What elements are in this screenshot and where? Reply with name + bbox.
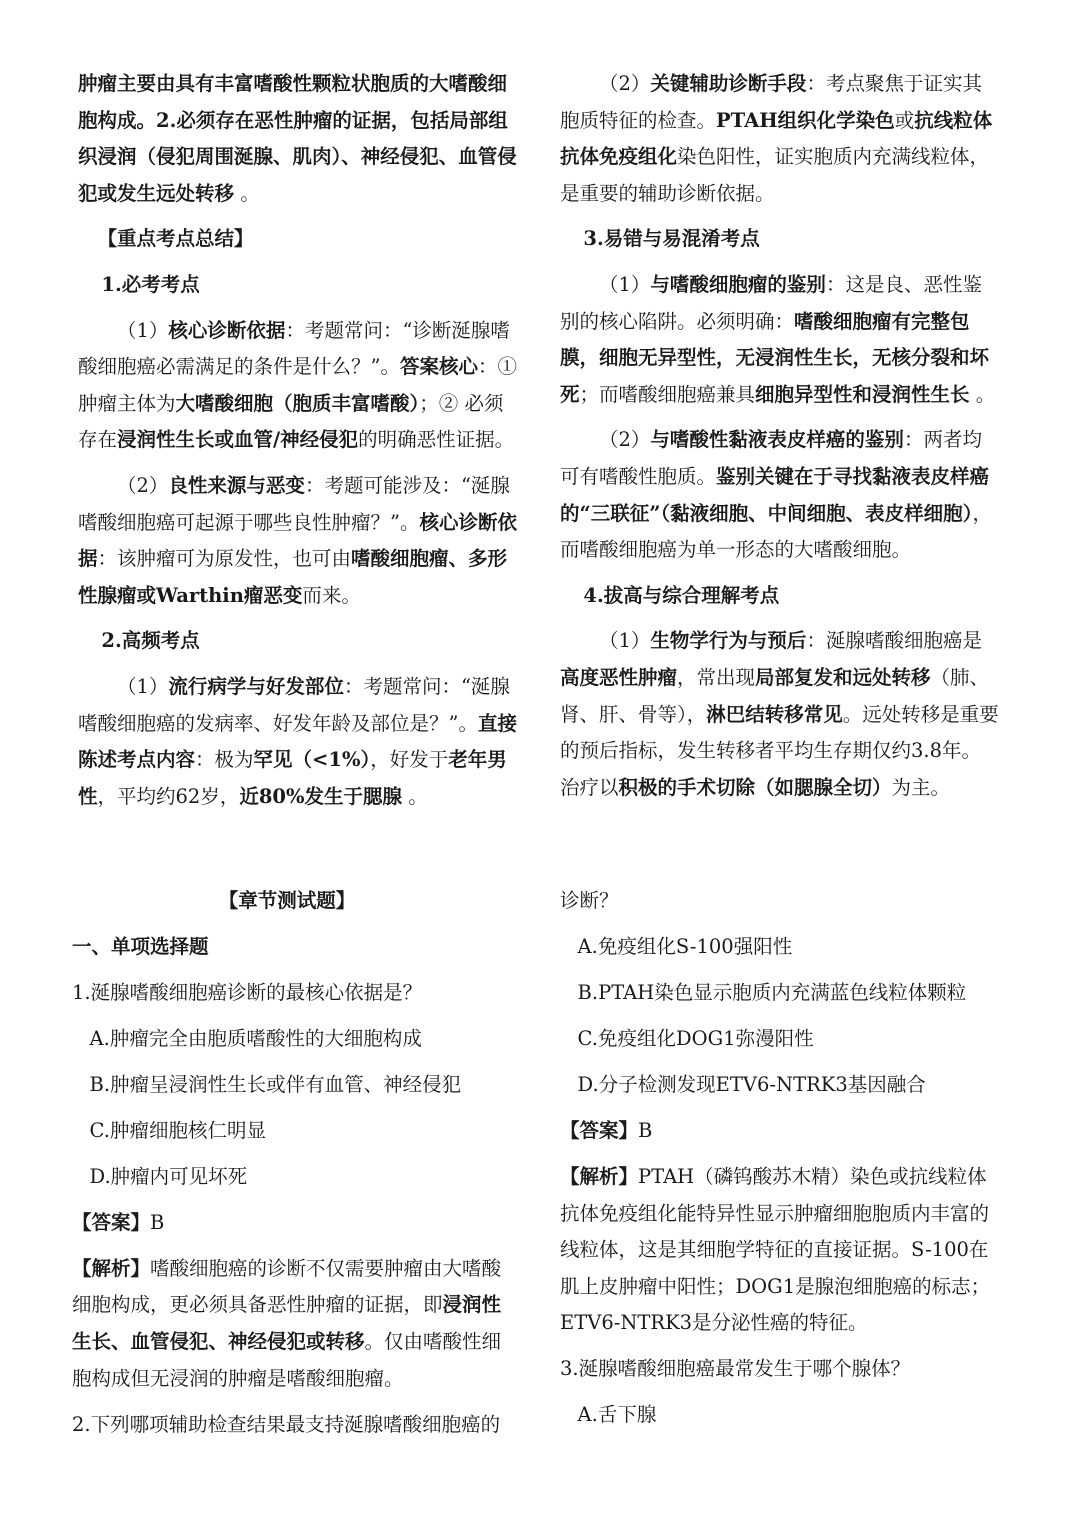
q2-option-b: B.PTAH染色显示胞质内充满蓝色线粒体颗粒 (577, 980, 967, 1004)
paragraph-prognosis: （1）生物学行为与预后：涎腺嗜酸细胞癌是高度恶性肿瘤，常出现局部复发和远处转移（肺、肾、肝、骨等），淋巴结转移常见。远处转移是重要的预后指标，发生转移者平均生存期仅约3.8年。治疗以积极的手术切除（如腮腺全切）为主。 (560, 629, 999, 799)
q1-option-b: B.肿瘤呈浸润性生长或伴有血管、神经侵犯 (89, 1072, 462, 1096)
heading-confusing-points: 3.易错与易混淆考点 (583, 227, 760, 251)
paragraph-benign-origin: （2）良性来源与恶变：考题可能涉及：“涎腺嗜酸细胞癌可起源于哪些良性肿瘤？”。核心诊断依据：该肿瘤可为原发性，也可由嗜酸细胞瘤、多形性腺瘤或Warthin瘤恶变而来。 (78, 473, 517, 607)
top-left-column (78, 66, 518, 815)
chapter-test-title: 【章节测试题】 (218, 889, 356, 912)
section-title-key-points: 【重点考点总结】 (97, 227, 254, 251)
q2-option-d: D.分子检测发现ETV6-NTRK3基因融合 (577, 1072, 926, 1096)
q1-answer: 【答案】B (72, 1210, 165, 1234)
question-2-start: 2.下列哪项辅助检查结果最支持涎腺嗜酸细胞癌的 (72, 1412, 501, 1436)
paragraph-auxiliary-diagnosis: （2）关键辅助诊断手段：考点聚焦于证实其胞质特征的检查。PTAH组织化学染色或抗线粒体抗体免疫组化染色阳性，证实胞质内充满线粒体，是重要的辅助诊断依据。 (560, 72, 993, 205)
single-choice-heading: 一、单项选择题 (72, 934, 209, 958)
heading-must-know: 1.必考考点 (101, 272, 200, 296)
question-3: 3.涎腺嗜酸细胞癌最常发生于哪个腺体？ (560, 1357, 911, 1381)
q2-analysis: 【解析】PTAH（磷钨酸苏木精）染色或抗线粒体抗体免疫组化能特异性显示肿瘤细胞胞质内丰富的线粒体，这是其细胞学特征的直接证据。S-100在肌上皮肿瘤中阳性；DOG1是腺泡细胞癌的标志；ETV6-NTRK3是分泌性癌的特征。 (560, 1164, 991, 1335)
top-right-column (560, 66, 1000, 806)
bottom-right-column (560, 883, 1000, 1434)
paragraph-tumor-composition: 肿瘤主要由具有丰富嗜酸性颗粒状胞质的大嗜酸细胞构成。2.必须存在恶性肿瘤的证据，包括局部组织浸润（侵犯周围涎腺、肌肉）、神经侵犯、血管侵犯或发生远处转移 。 (78, 72, 517, 205)
q1-option-a: A.肿瘤完全由胞质嗜酸性的大细胞构成 (89, 1026, 422, 1050)
heading-high-frequency: 2.高频考点 (101, 629, 200, 653)
question-2-end: 诊断？ (560, 889, 619, 912)
q1-option-c: C.肿瘤细胞核仁明显 (89, 1118, 266, 1142)
q3-option-a: A.舌下腺 (577, 1403, 657, 1427)
paragraph-oncocytoma-differential: （1）与嗜酸细胞瘤的鉴别：这是良、恶性鉴别的核心陷阱。必须明确：嗜酸细胞瘤有完整包膜，细胞无异型性，无浸润性生长，无核分裂和坏死；而嗜酸细胞癌兼具细胞异型性和浸润性生长 。 (560, 272, 996, 406)
question-1: 1.涎腺嗜酸细胞癌诊断的最核心依据是？ (72, 980, 423, 1004)
heading-advanced-points: 4.拔高与综合理解考点 (583, 583, 780, 607)
paragraph-mucoepidermoid-differential: （2）与嗜酸性黏液表皮样癌的鉴别：两者均可有嗜酸性胞质。鉴别关键在于寻找黏液表皮样癌的“三联征”（黏液细胞、中间细胞、表皮样细胞），而嗜酸细胞癌为单一形态的大嗜酸细胞。 (560, 428, 992, 562)
q2-option-c: C.免疫组化DOG1弥漫阳性 (577, 1026, 814, 1050)
q2-option-a: A.免疫组化S-100强阳性 (577, 934, 793, 958)
paragraph-core-diagnosis: （1）核心诊断依据：考题常问：“诊断涎腺嗜酸细胞癌必需满足的条件是什么？”。答案核心：① 肿瘤主体为大嗜酸细胞（胞质丰富嗜酸）；② 必须存在浸润性生长或血管/神经侵犯的明确恶性证据。 (78, 318, 518, 452)
q1-analysis: 【解析】嗜酸细胞癌的诊断不仅需要肿瘤由大嗜酸细胞构成，更必须具备恶性肿瘤的证据，即浸润性生长、血管侵犯、神经侵犯或转移。仅由嗜酸性细胞构成但无浸润的肿瘤是嗜酸细胞瘤。 (72, 1256, 502, 1390)
q2-answer: 【答案】B (560, 1118, 653, 1142)
paragraph-epidemiology: （1）流行病学与好发部位：考题常问：“涎腺嗜酸细胞癌的发病率、好发年龄及部位是？”。直接陈述考点内容：极为罕见（<1%），好发于老年男性，平均约62岁，近80%发生于腮腺 。 (78, 674, 517, 808)
bottom-left-column (72, 883, 512, 1443)
q1-option-d: D.肿瘤内可见坏死 (89, 1164, 248, 1188)
